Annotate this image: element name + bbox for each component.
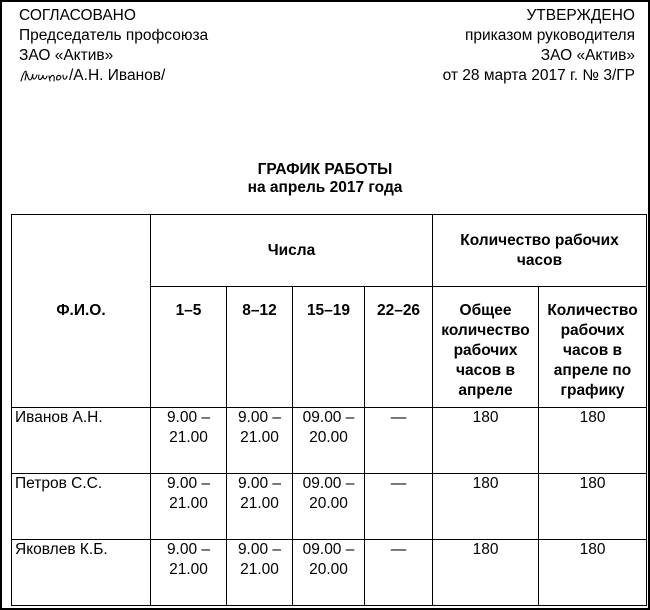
title-main: ГРАФИК РАБОТЫ: [257, 161, 393, 178]
hours-total-cell: 180: [433, 474, 539, 540]
table-header-row: [12, 215, 647, 287]
header-date-range: 1–5: [151, 287, 227, 408]
header-dates: Числа: [151, 215, 433, 287]
hours-total-cell: 180: [433, 408, 539, 474]
hours-schedule-cell: 180: [539, 474, 647, 540]
table-row: [12, 408, 647, 474]
shift-cell: 9.00 – 21.00: [151, 408, 227, 474]
shift-cell: —: [365, 474, 433, 540]
employee-name: Иванов А.Н.: [12, 408, 151, 474]
shift-cell: —: [365, 408, 433, 474]
employee-name: Яковлев К.Б.: [12, 540, 151, 606]
header-date-range: 8–12: [227, 287, 293, 408]
approved-status: УТВЕРЖДЕНО: [526, 7, 635, 24]
approved-company: ЗАО «Актив»: [540, 47, 635, 64]
shift-cell: 9.00 – 21.00: [227, 408, 293, 474]
header-hours-total: Общее количество рабочих часов в апреле: [433, 287, 539, 408]
shift-cell: 09.00 – 20.00: [293, 474, 365, 540]
title-sub: на апрель 2017 года: [247, 179, 403, 196]
document-title: [2, 161, 648, 197]
header-name: Ф.И.О.: [12, 215, 151, 408]
approved-block: [443, 6, 635, 86]
approval-company: ЗАО «Актив»: [19, 47, 114, 64]
hours-total-cell: 180: [433, 540, 539, 606]
header-hours-schedule: Количество рабочих часов в апреле по графику: [539, 287, 647, 408]
hours-schedule-cell: 180: [539, 540, 647, 606]
shift-cell: 09.00 – 20.00: [293, 408, 365, 474]
table-row: [12, 474, 647, 540]
approval-signature-line: [19, 66, 208, 86]
approval-position: Председатель профсоюза: [19, 27, 209, 44]
schedule-table: [11, 214, 647, 606]
table-row: [12, 540, 647, 606]
approved-line1: приказом руководителя: [464, 27, 635, 44]
shift-cell: 9.00 – 21.00: [227, 474, 293, 540]
hours-schedule-cell: 180: [539, 408, 647, 474]
shift-cell: 9.00 – 21.00: [151, 474, 227, 540]
shift-cell: 9.00 – 21.00: [151, 540, 227, 606]
approval-block: [19, 6, 208, 86]
approval-status: СОГЛАСОВАНО: [19, 7, 136, 24]
shift-cell: 09.00 – 20.00: [293, 540, 365, 606]
header-date-range: 22–26: [365, 287, 433, 408]
employee-name: Петров С.С.: [12, 474, 151, 540]
header-hours: Количество рабочих часов: [433, 215, 647, 287]
handwritten-signature-icon: [19, 66, 69, 84]
approval-signature-name: /А.Н. Иванов/: [69, 67, 166, 84]
approved-order: от 28 марта 2017 г. № 3/ГР: [442, 67, 635, 84]
header-date-range: 15–19: [293, 287, 365, 408]
shift-cell: —: [365, 540, 433, 606]
shift-cell: 9.00 – 21.00: [227, 540, 293, 606]
